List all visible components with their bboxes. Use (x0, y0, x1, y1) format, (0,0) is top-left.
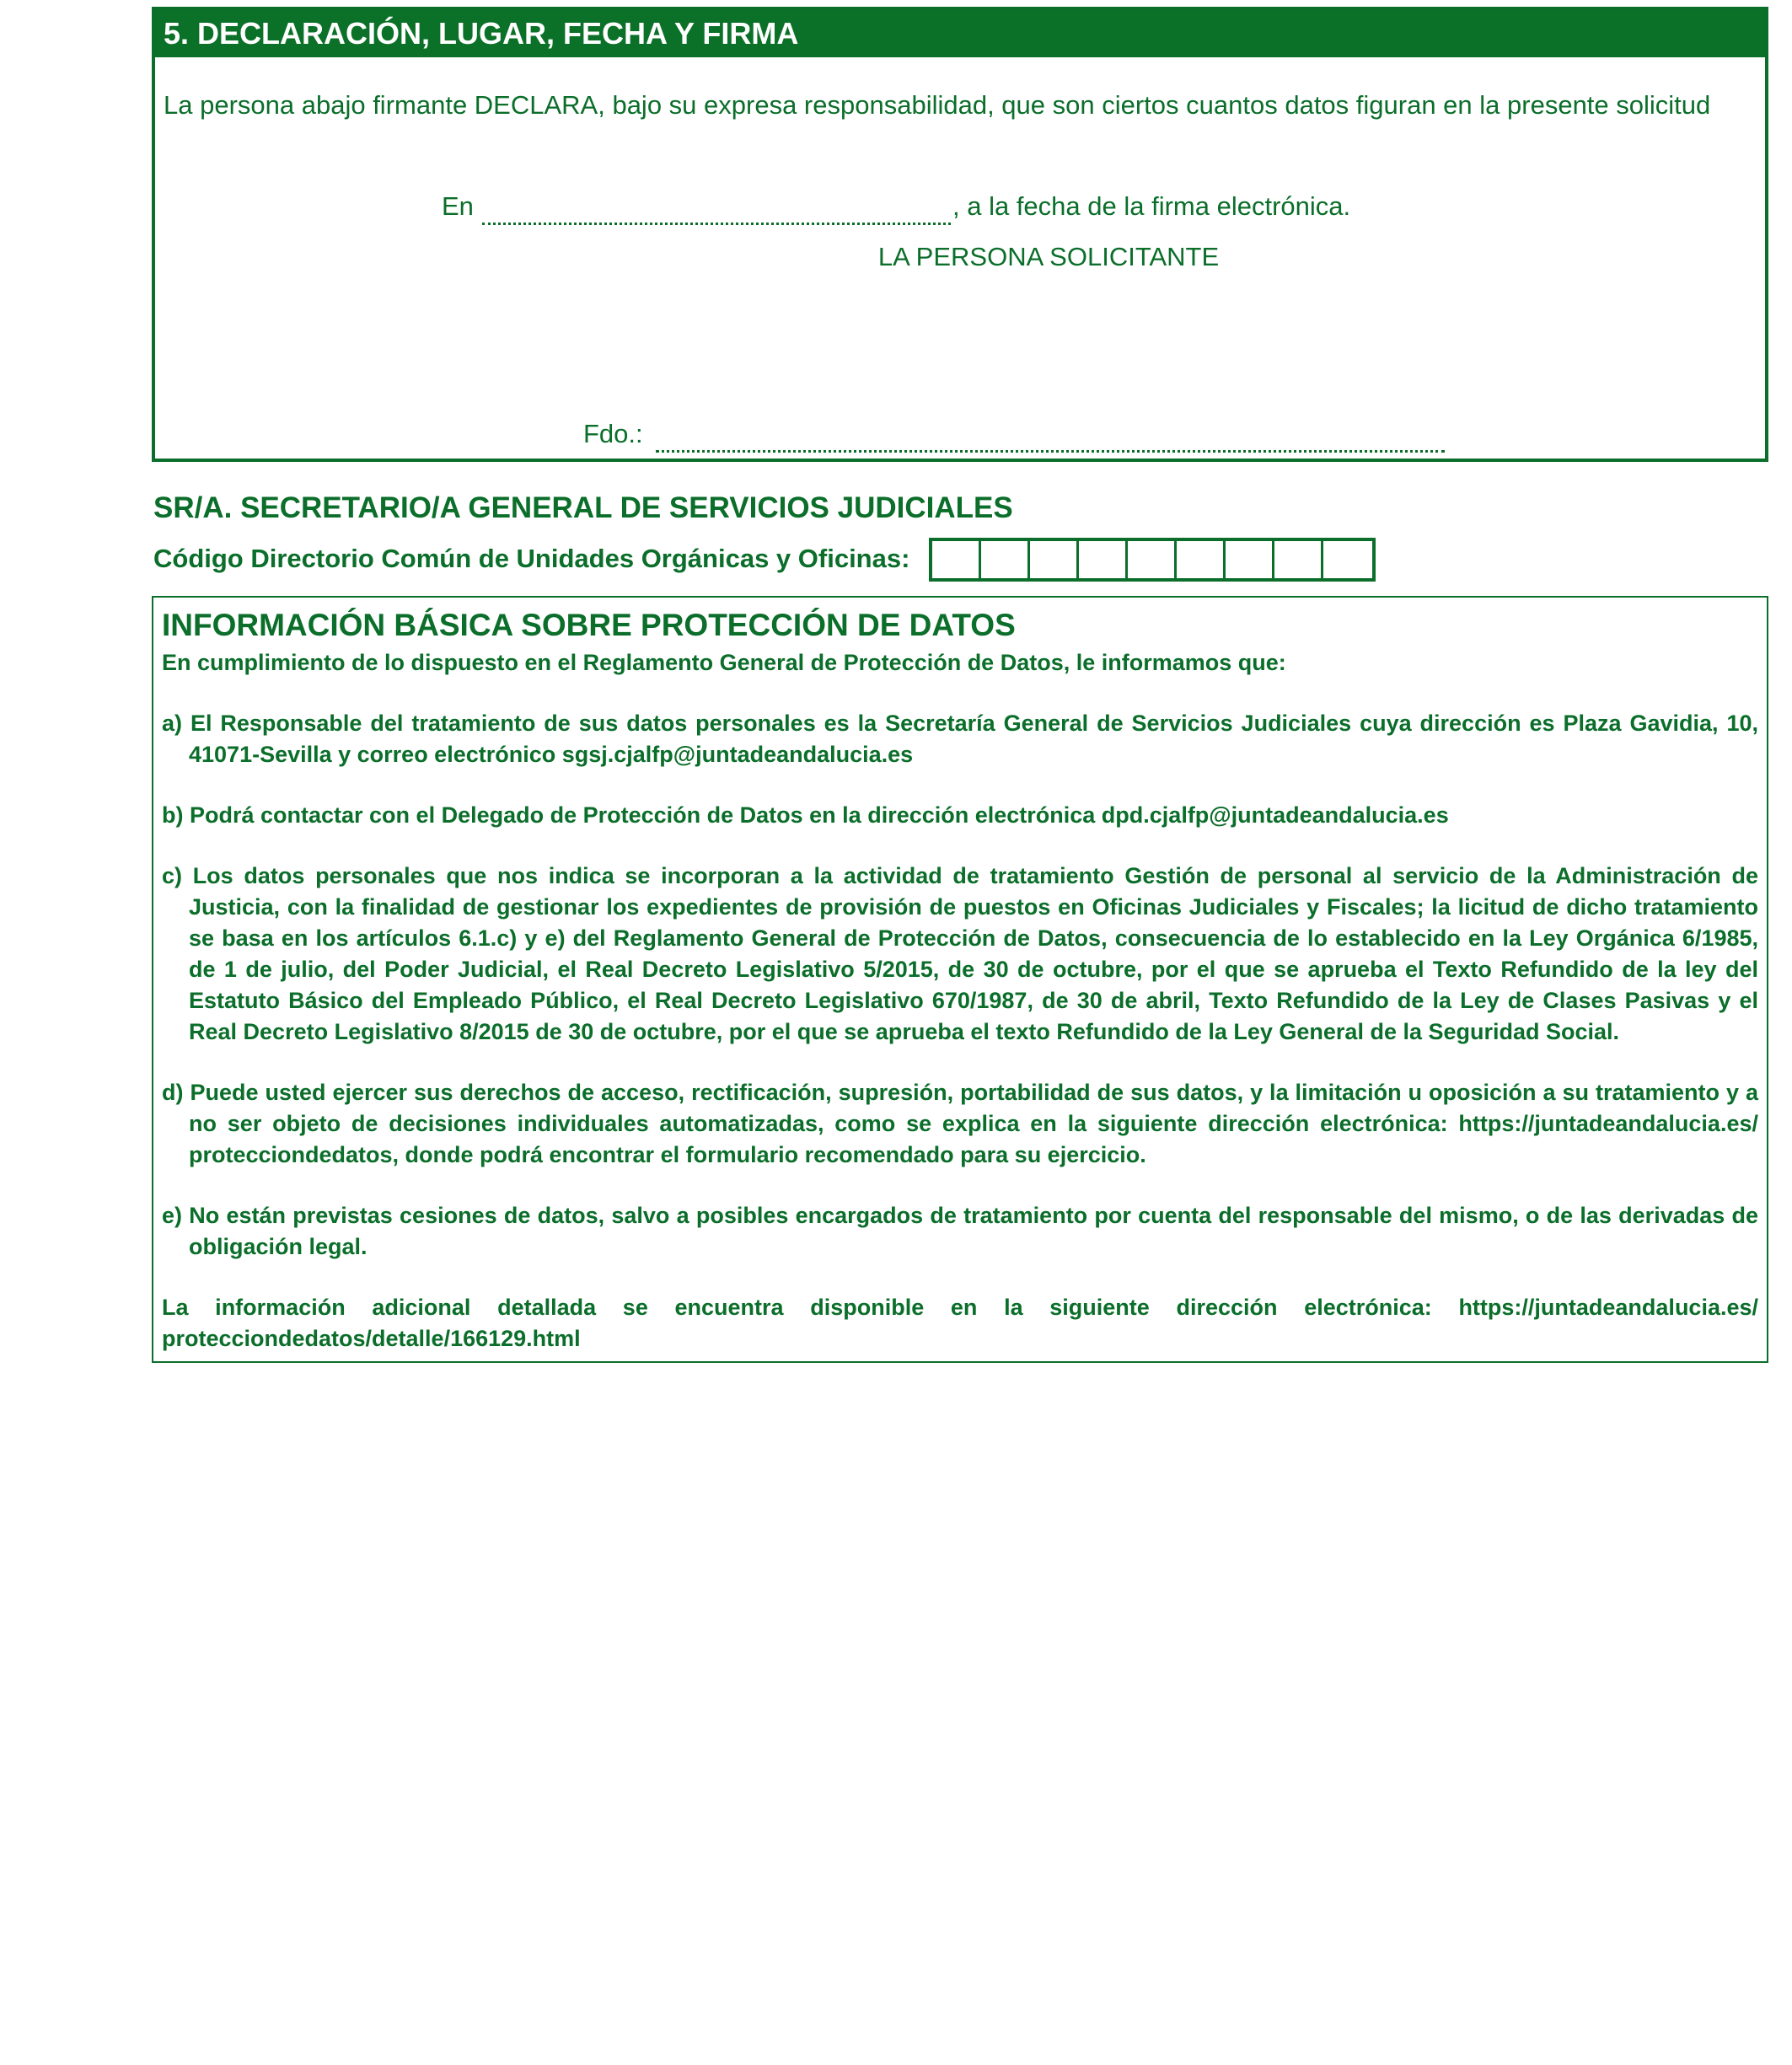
dir3-label: Código Directorio Común de Unidades Orgánicas y Oficinas: (153, 544, 910, 573)
dir3-code-box[interactable] (1128, 541, 1177, 578)
signer-title: LA PERSONA SOLICITANTE (877, 242, 1220, 271)
section-declaration (152, 7, 1768, 462)
place-label: En (442, 191, 474, 221)
data-protection-box (152, 596, 1768, 1363)
recipient-title: SR/A. SECRETARIO/A GENERAL DE SERVICIOS JUDICIALES (153, 491, 1013, 524)
data-protection-title: INFORMACIÓN BÁSICA SOBRE PROTECCIÓN DE DATOS (162, 608, 1016, 642)
dir3-code-box[interactable] (932, 541, 981, 578)
dir3-code-box[interactable] (1079, 541, 1128, 578)
dir3-code-box[interactable] (1030, 541, 1079, 578)
signature-field[interactable] (656, 450, 1445, 453)
data-protection-item: e) No están previstas cesiones de datos, salvo a posibles encargados de tratamiento por cuenta del responsable del mismo, o de las derivadas de obligación legal. (162, 1203, 1758, 1259)
dir3-code-box[interactable] (981, 541, 1030, 578)
data-protection-item: b) Podrá contactar con el Delegado de Protección de Datos en la dirección electrónica dpd.cjalfp@juntadeandalucia.es (162, 802, 1449, 828)
place-field[interactable] (482, 223, 951, 225)
data-protection-item: a) El Responsable del tratamiento de sus datos personales es la Secretaría General de Servicios Judiciales cuya dirección es Plaza Gavidia, 10, 41071-Sevilla y correo electrónico sgsj.cjalfp@juntadeandalucia.es (162, 711, 1758, 767)
data-protection-intro: En cumplimiento de lo dispuesto en el Reglamento General de Protección de Datos, le informamos que: (162, 650, 1286, 675)
dir3-code-field (929, 538, 1376, 582)
dir3-code-box[interactable] (1274, 541, 1323, 578)
data-protection-item: d) Puede usted ejercer sus derechos de acceso, rectificación, supresión, portabilidad de sus datos, y la limitación u oposición a su tratamiento y a no ser objeto de decisiones individuales automatizadas, como se explica en la siguiente dirección electrónica: https://juntadeandalucia.es/ protecciondedatos, donde podrá encontrar el formulario recomendado para su ejercicio. (162, 1080, 1758, 1167)
signature-label: Fdo.: (583, 419, 643, 448)
declaration-text: La persona abajo firmante DECLARA, bajo su expresa responsabilidad, que son ciertos cuantos datos figuran en la presente solicitud (164, 90, 1711, 120)
dir3-code-box[interactable] (1177, 541, 1226, 578)
data-protection-item: c) Los datos personales que nos indica se incorporan a la actividad de tratamiento Gestión de personal al servicio de la Administración de Justicia, con la finalidad de gestionar los expedientes de provisión de puestos en Oficinas Judiciales y Fiscales; la licitud de dicho tratamiento se basa en los artículos 6.1.c) y e) del Reglamento General de Protección de Datos, consecuencia de lo establecido en la Ley Orgánica 6/1985, de 1 de julio, del Poder Judicial, el Real Decreto Legislativo 5/2015, de 30 de octubre, por el que se aprueba el Texto Refundido de la ley del Estatuto Básico del Empleado Público, el Real Decreto Legislativo 670/1987, de 30 de abril, Texto Refundido de la Ley de Clases Pasivas y el Real Decreto Legislativo 8/2015 de 30 de octubre, por el que se aprueba el texto Refundido de la Ley General de la Seguridad Social. (162, 863, 1758, 1044)
data-protection-additional: La información adicional detallada se encuentra disponible en la siguiente dirección electrónica: https://juntadeandalucia.es/ protecciondedatos/detalle/166129.html (162, 1295, 1758, 1351)
date-text: , a la fecha de la firma electrónica. (952, 191, 1351, 221)
section-header: 5. DECLARACIÓN, LUGAR, FECHA Y FIRMA (155, 10, 1765, 57)
dir3-code-box[interactable] (1323, 541, 1372, 578)
dir3-code-box[interactable] (1226, 541, 1274, 578)
